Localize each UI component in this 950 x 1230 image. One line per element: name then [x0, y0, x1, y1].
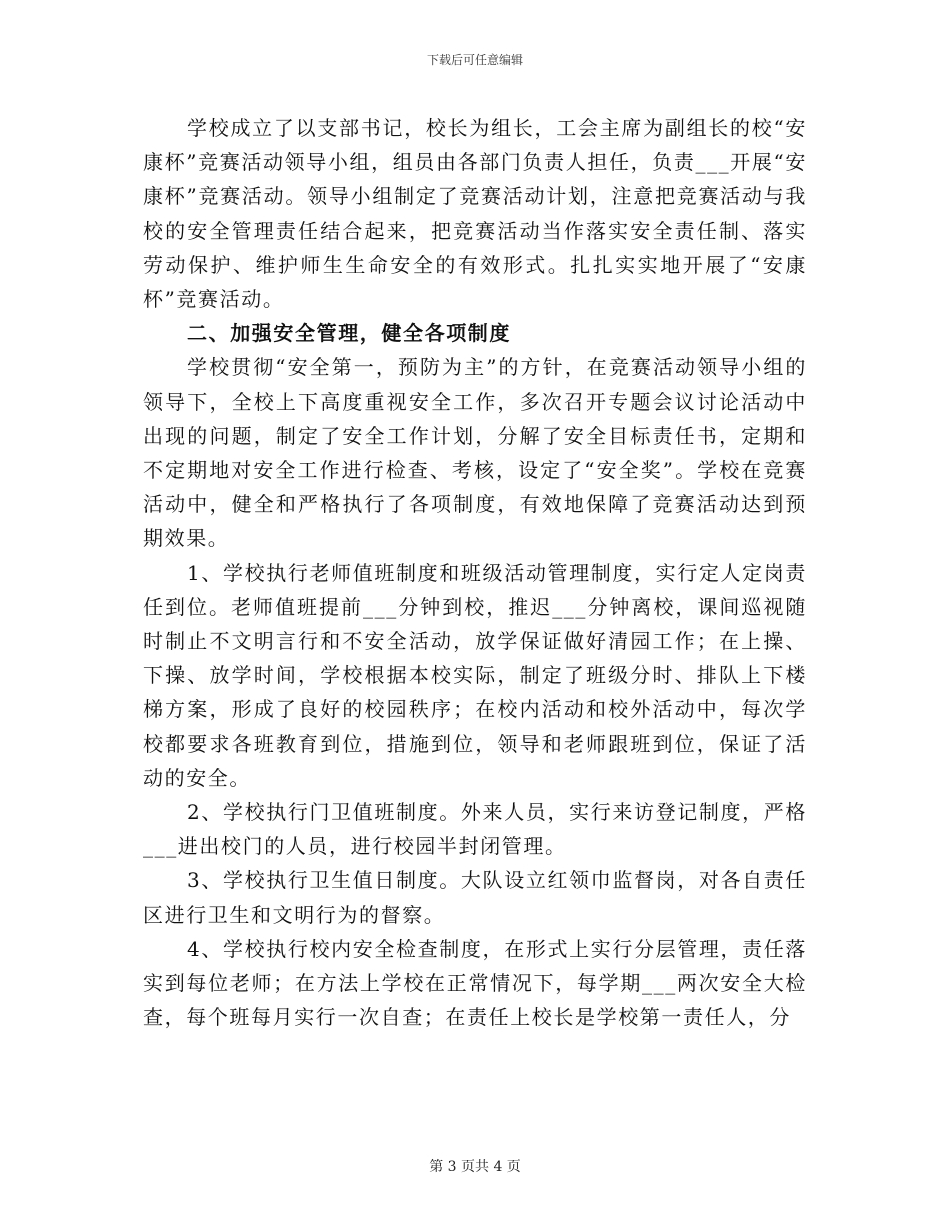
paragraph-safety-policy: 学校贯彻“安全第一，预防为主”的方针，在竞赛活动领导小组的领导下，全校上下高度重视安全工作，多次召开专题会议讨论活动中出现的问题，制定了安全工作计划，分解了安全目标责任书，定期和不定期地对安全工作进行检查、考核，设定了“安全奖”。学校在竞赛活动中，健全和严格执行了各项制度，有效地保障了竞赛活动达到预期效果。 — [143, 355, 807, 551]
list-item-teacher-duty: 1、学校执行老师值班制度和班级活动管理制度，实行定人定岗责任到位。老师值班提前___分钟到校，推迟___分钟离校，课间巡视随时制止不文明言行和不安全活动，放学保证做好清园工作；在上操、下操、放学时间，学校根据本校实际，制定了班级分时、排队上下楼梯方案，形成了良好的校园秩序；在校内活动和校外活动中，每次学校都要求各班教育到位，措施到位，领导和老师跟班到位，保证了活动的安全。 — [143, 560, 807, 790]
paragraph-leadership-group: 学校成立了以支部书记，校长为组长，工会主席为副组长的校“安康杯”竞赛活动领导小组，组员由各部门负责人担任，负责___开展“安康杯”竞赛活动。领导小组制定了竞赛活动计划，注意把竞赛活动与我校的安全管理责任结合起来，把竞赛活动当作落实安全责任制、落实劳动保护、维护师生生命安全的有效形式。扎扎实实地开展了“安康杯”竞赛活动。 — [143, 116, 807, 312]
list-item-gate-guard: 2、学校执行门卫值班制度。外来人员，实行来访登记制度，严格___进出校门的人员，进行校园半封闭管理。 — [143, 800, 807, 859]
list-item-hygiene-duty: 3、学校执行卫生值日制度。大队设立红领巾监督岗，对各自责任区进行卫生和文明行为的督察。 — [143, 868, 807, 927]
page-number: 第 3 页共 4 页 — [429, 1159, 521, 1175]
page-header: 下载后可任意编辑 — [426, 53, 523, 67]
list-item-safety-inspection: 4、学校执行校内安全检查制度，在形式上实行分层管理，责任落实到每位老师；在方法上学校在正常情况下，每学期___两次安全大检查，每个班每月实行一次自查；在责任上校长是学校第一责任人，分 — [143, 936, 807, 1030]
section-heading-safety-management: 二、加强安全管理，健全各项制度 — [187, 321, 511, 346]
document-body — [143, 111, 807, 1034]
